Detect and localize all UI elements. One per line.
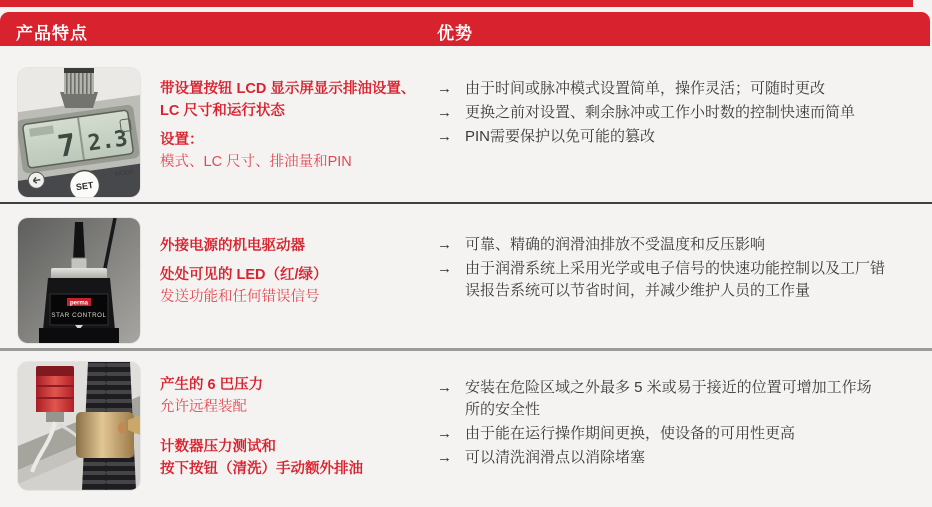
feature-text-block [160, 235, 416, 308]
advantages-list [437, 234, 905, 304]
advantages-list [437, 78, 905, 150]
advantage-item [437, 126, 905, 148]
advantage-item [437, 377, 905, 421]
advantage-item [437, 258, 905, 302]
advantage-text: 由于能在运行操作期间更换，使设备的可用性更高 [465, 425, 796, 442]
feature-line: 按下按钮（清洗）手动额外排油 [160, 461, 363, 477]
arrow-bullet-icon: → [437, 80, 452, 97]
mode-label: MODE [114, 168, 135, 179]
antenna-cable [73, 222, 85, 260]
advantages-column-header: 优势 [437, 24, 473, 43]
remote-installation-photo [18, 362, 140, 490]
feature-line: 外接电源的机电驱动器 [160, 238, 305, 254]
advantage-text: 可靠、精确的润滑油排放不受温度和反压影响 [465, 236, 766, 253]
advantage-text: 可以清洗润滑点以消除堵塞 [465, 449, 646, 466]
arrow-bullet-icon: → [437, 128, 452, 145]
advantage-text: 安装在危险区域之外最多 5 米或易于接近的位置可增加工作场所的安全性 [465, 379, 872, 418]
feature-row-lcd [0, 46, 932, 202]
advantage-text: 由于时间或脉冲模式设置简单，操作灵活；可随时更改 [465, 80, 826, 97]
brass-cylinder [76, 412, 134, 458]
installation-illustration [18, 362, 140, 490]
device-top-cap [51, 268, 107, 279]
lubricator-body [36, 376, 74, 412]
top-red-strip [0, 0, 913, 7]
advantage-text: 更换之前对设置、剩余脉冲或工作小时数的控制快速而简单 [465, 104, 856, 121]
feature-line: 带设置按钮 LCD 显示屏显示排油设置、LC 尺寸和运行状态 [160, 81, 416, 119]
lcd-display-device-photo [18, 68, 140, 197]
feature-row-installation [0, 351, 932, 507]
star-control-drive-photo [18, 218, 140, 343]
advantage-item [437, 234, 905, 256]
advantage-text: PIN需要保护以免可能的篡改 [465, 128, 656, 145]
feature-row-drive [0, 204, 932, 348]
advantage-item [437, 447, 905, 469]
advantage-item [437, 78, 905, 100]
device-lower-section [39, 328, 119, 343]
device-label-text: STAR CONTROL [51, 312, 107, 319]
lcd-right-digits: 2.3 [86, 126, 130, 157]
advantage-item [437, 423, 905, 445]
feature-line: 模式、LC 尺寸、排油量和PIN [160, 154, 352, 170]
lcd-device-illustration [18, 68, 140, 197]
feature-line: 设置： [160, 132, 204, 148]
table-header-bar [0, 12, 930, 46]
advantages-list [437, 377, 905, 471]
feature-line: 处处可见的 LED（红/绿） [160, 267, 328, 283]
arrow-bullet-icon: → [437, 104, 452, 121]
features-column-header: 产品特点 [16, 24, 88, 43]
feature-text-block [160, 78, 416, 173]
arrow-bullet-icon: → [437, 425, 452, 442]
arrow-bullet-icon: → [437, 449, 452, 466]
knob-cap [64, 68, 94, 73]
arrow-bullet-icon: → [437, 236, 452, 253]
feature-line: 允许远程装配 [160, 399, 247, 415]
brand-logo-text: perma [69, 300, 89, 307]
cable-connector [71, 258, 87, 269]
advantage-text: 由于润滑系统上采用光学或电子信号的快速功能控制以及工厂错误报告系统可以节省时间，并减少维护人员的工作量 [465, 260, 886, 299]
arrow-bullet-icon: → [437, 260, 452, 277]
lcd-left-digit: 7 [55, 127, 79, 165]
feature-line: 计数器压力测试和 [160, 439, 276, 455]
advantage-item [437, 102, 905, 124]
knob-base [60, 92, 98, 108]
feature-line: 发送功能和任何错误信号 [160, 289, 320, 305]
feature-line: 产生的 6 巴压力 [160, 377, 264, 393]
star-control-illustration [18, 218, 140, 343]
brass-bolt [118, 422, 126, 434]
feature-text-block [160, 374, 416, 480]
lubricator-fitting [46, 412, 64, 422]
set-button-label: SET [75, 179, 95, 193]
arrow-bullet-icon: → [437, 379, 452, 396]
